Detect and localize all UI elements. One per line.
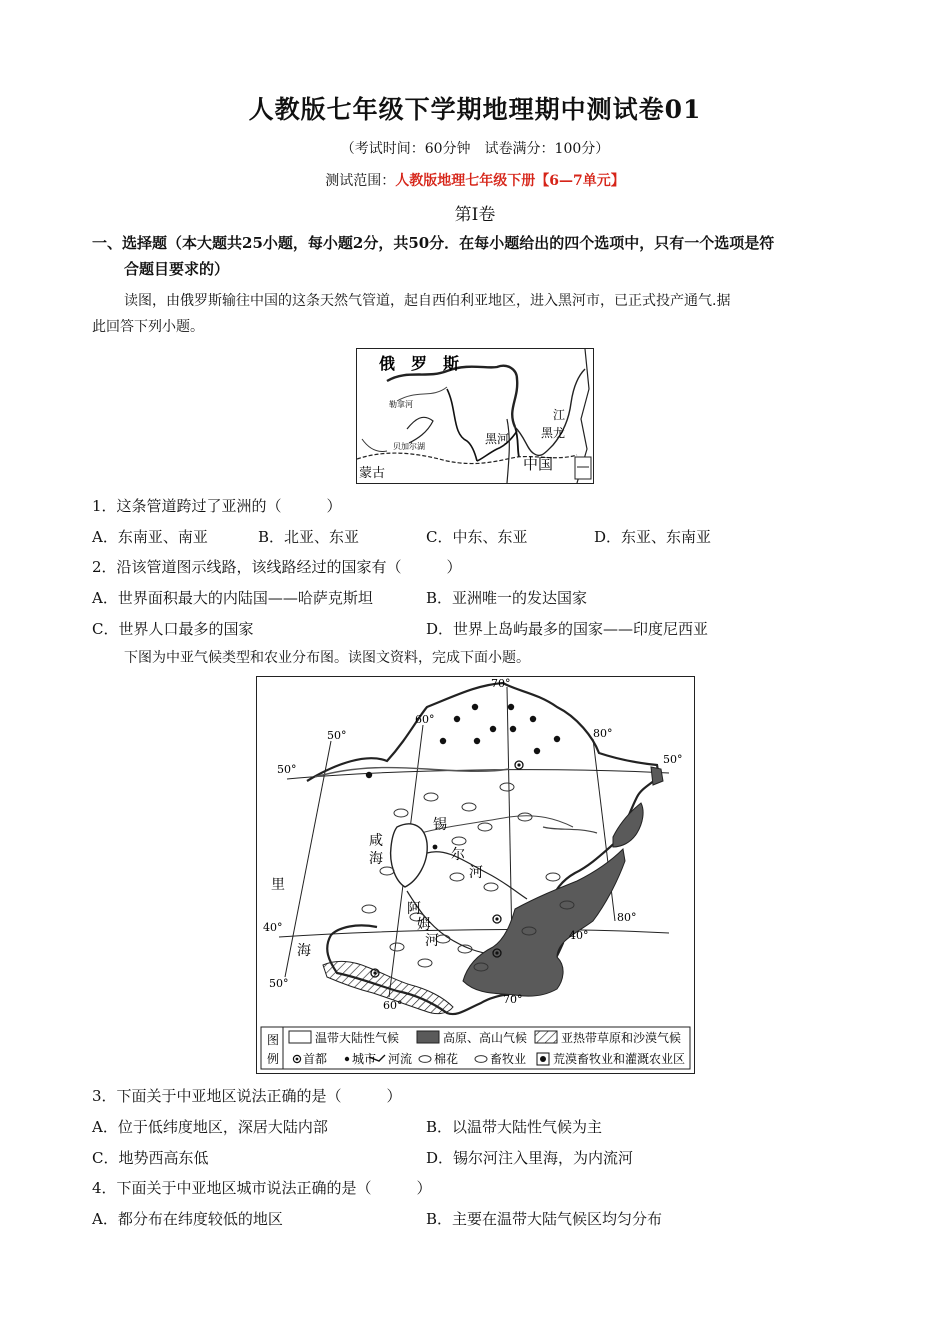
test-scope: [0, 170, 950, 190]
legend-plateau: 高原、高山气候: [443, 1031, 528, 1045]
q4-option-b[interactable]: B．主要在温带大陆气候区均匀分布: [426, 1210, 663, 1228]
question-4-stem: 4．下面关于中亚地区城市说法正确的是（ ）: [92, 1179, 432, 1197]
page-title: 人教版七年级下学期地理期中测试卷01: [248, 95, 702, 124]
q2-option-d[interactable]: D．世界上岛屿最多的国家——印度尼西亚: [426, 620, 709, 638]
legend-oasis: 荒漠畜牧业和灌溉农业区: [553, 1052, 686, 1066]
mongolia-label: 蒙古: [359, 466, 386, 481]
q3-option-b[interactable]: B．以温带大陆性气候为主: [426, 1118, 603, 1136]
pipeline-map: [356, 348, 594, 484]
q2-option-c[interactable]: C．世界人口最多的国家: [92, 620, 254, 638]
central-asia-map: [256, 676, 695, 1074]
lon-label-70-bottom: 70°: [503, 993, 523, 1006]
legend-city: 城市: [352, 1052, 377, 1066]
legend-temperate: 温带大陆性气候: [315, 1031, 400, 1045]
baikal-label: 贝加尔湖: [393, 442, 425, 451]
q2-option-a[interactable]: A．世界面积最大的内陆国——哈萨克斯坦: [92, 589, 373, 607]
amu-char-1: 阿: [407, 901, 421, 917]
lat-label-50-east: 50°: [663, 753, 683, 766]
lon-label-80-bottom: 80°: [617, 911, 637, 924]
syr-char-2: 尔: [451, 847, 465, 863]
syr-char-1: 锡: [433, 817, 447, 833]
section-heading-line2: 合题目要求的）: [124, 260, 230, 278]
intro1-line1: 读图，由俄罗斯输往中国的这条天然气管道，起自西伯利亚地区，进入黑河市，已正式投产通气.据: [124, 293, 731, 309]
heilongjiang-char-2: 龙: [553, 426, 566, 440]
volume-heading: 第Ⅰ卷: [454, 205, 496, 225]
question-3-stem: 3．下面关于中亚地区说法正确的是（ ）: [92, 1087, 402, 1105]
exam-info: （考试时间：60分钟 试卷满分：100分）: [340, 141, 610, 157]
intro-paragraph-1: [92, 288, 872, 340]
heilongjiang-char-3: 黑: [541, 426, 554, 440]
q3-option-d[interactable]: D．锡尔河注入里海，为内流河: [426, 1149, 634, 1167]
lat-label-40-east: 40°: [569, 929, 589, 942]
caspian-char-2: 海: [297, 943, 311, 959]
legend-title-2: 例: [267, 1052, 280, 1066]
question-1-stem: 1．这条管道跨过了亚洲的（ ）: [92, 497, 342, 515]
legend-capital: 首都: [303, 1052, 328, 1066]
china-label: 中国: [523, 455, 554, 473]
legend-title-1: 图: [267, 1033, 280, 1047]
scope-value: 人教版地理七年级下册【6—7单元】: [395, 173, 625, 189]
lena-river-label: 勒拿河: [389, 400, 413, 409]
q1-option-d[interactable]: D．东亚、东南亚: [594, 528, 712, 546]
amu-char-2: 姆: [417, 917, 431, 933]
intro-paragraph-2: 下图为中亚气候类型和农业分布图。读图文资料，完成下面小题。: [124, 650, 530, 666]
lon-label-70: 70°: [491, 677, 511, 690]
legend-river: 河流: [388, 1052, 413, 1066]
lon-label-80: 80°: [593, 727, 613, 740]
question-2-stem: 2．沿该管道图示线路，该线路经过的国家有（ ）: [92, 558, 462, 576]
lon-label-50: 50°: [327, 729, 347, 742]
pipeline-map-svg: [357, 349, 593, 483]
russia-label: 俄 罗 斯: [379, 354, 460, 373]
legend-cotton: 棉花: [434, 1052, 459, 1066]
central-asia-map-svg: [257, 677, 694, 1073]
section-heading-line1: 一、选择题（本大题共25小题，每小题2分，共50分．在每小题给出的四个选项中，只有一个选项是符: [92, 234, 775, 252]
heilongjiang-char-1: 江: [553, 408, 566, 422]
q1-option-c[interactable]: C．中东、东亚: [426, 528, 528, 546]
caspian-char-1: 里: [271, 877, 285, 893]
q3-option-a[interactable]: A．位于低纬度地区，深居大陆内部: [92, 1118, 328, 1136]
heihe-label: 黑河: [485, 432, 510, 446]
lat-label-50-bottom: 50°: [269, 977, 289, 990]
syr-char-3: 河: [469, 865, 483, 881]
q3-option-c[interactable]: C．地势西高东低: [92, 1149, 209, 1167]
q1-option-a[interactable]: A．东南亚、南亚: [92, 528, 208, 546]
lon-label-60-bottom: 60°: [383, 999, 403, 1012]
legend-subtropical: 亚热带草原和沙漠气候: [561, 1031, 682, 1045]
aral-char-2: 海: [369, 851, 383, 867]
q1-option-b[interactable]: B．北亚、东亚: [258, 528, 360, 546]
amu-char-3: 河: [425, 933, 439, 949]
q2-option-b[interactable]: B．亚洲唯一的发达国家: [426, 589, 588, 607]
aral-char-1: 咸: [369, 833, 383, 849]
lat-label-50-west: 50°: [277, 763, 297, 776]
section-heading: [92, 230, 872, 282]
legend-livestock: 畜牧业: [490, 1052, 527, 1066]
q4-option-a[interactable]: A．都分布在纬度较低的地区: [92, 1210, 283, 1228]
lon-label-60: 60°: [415, 713, 435, 726]
lat-label-40-west: 40°: [263, 921, 283, 934]
scope-label: 测试范围：: [325, 173, 396, 189]
intro1-line2: 此回答下列小题。: [92, 319, 204, 335]
